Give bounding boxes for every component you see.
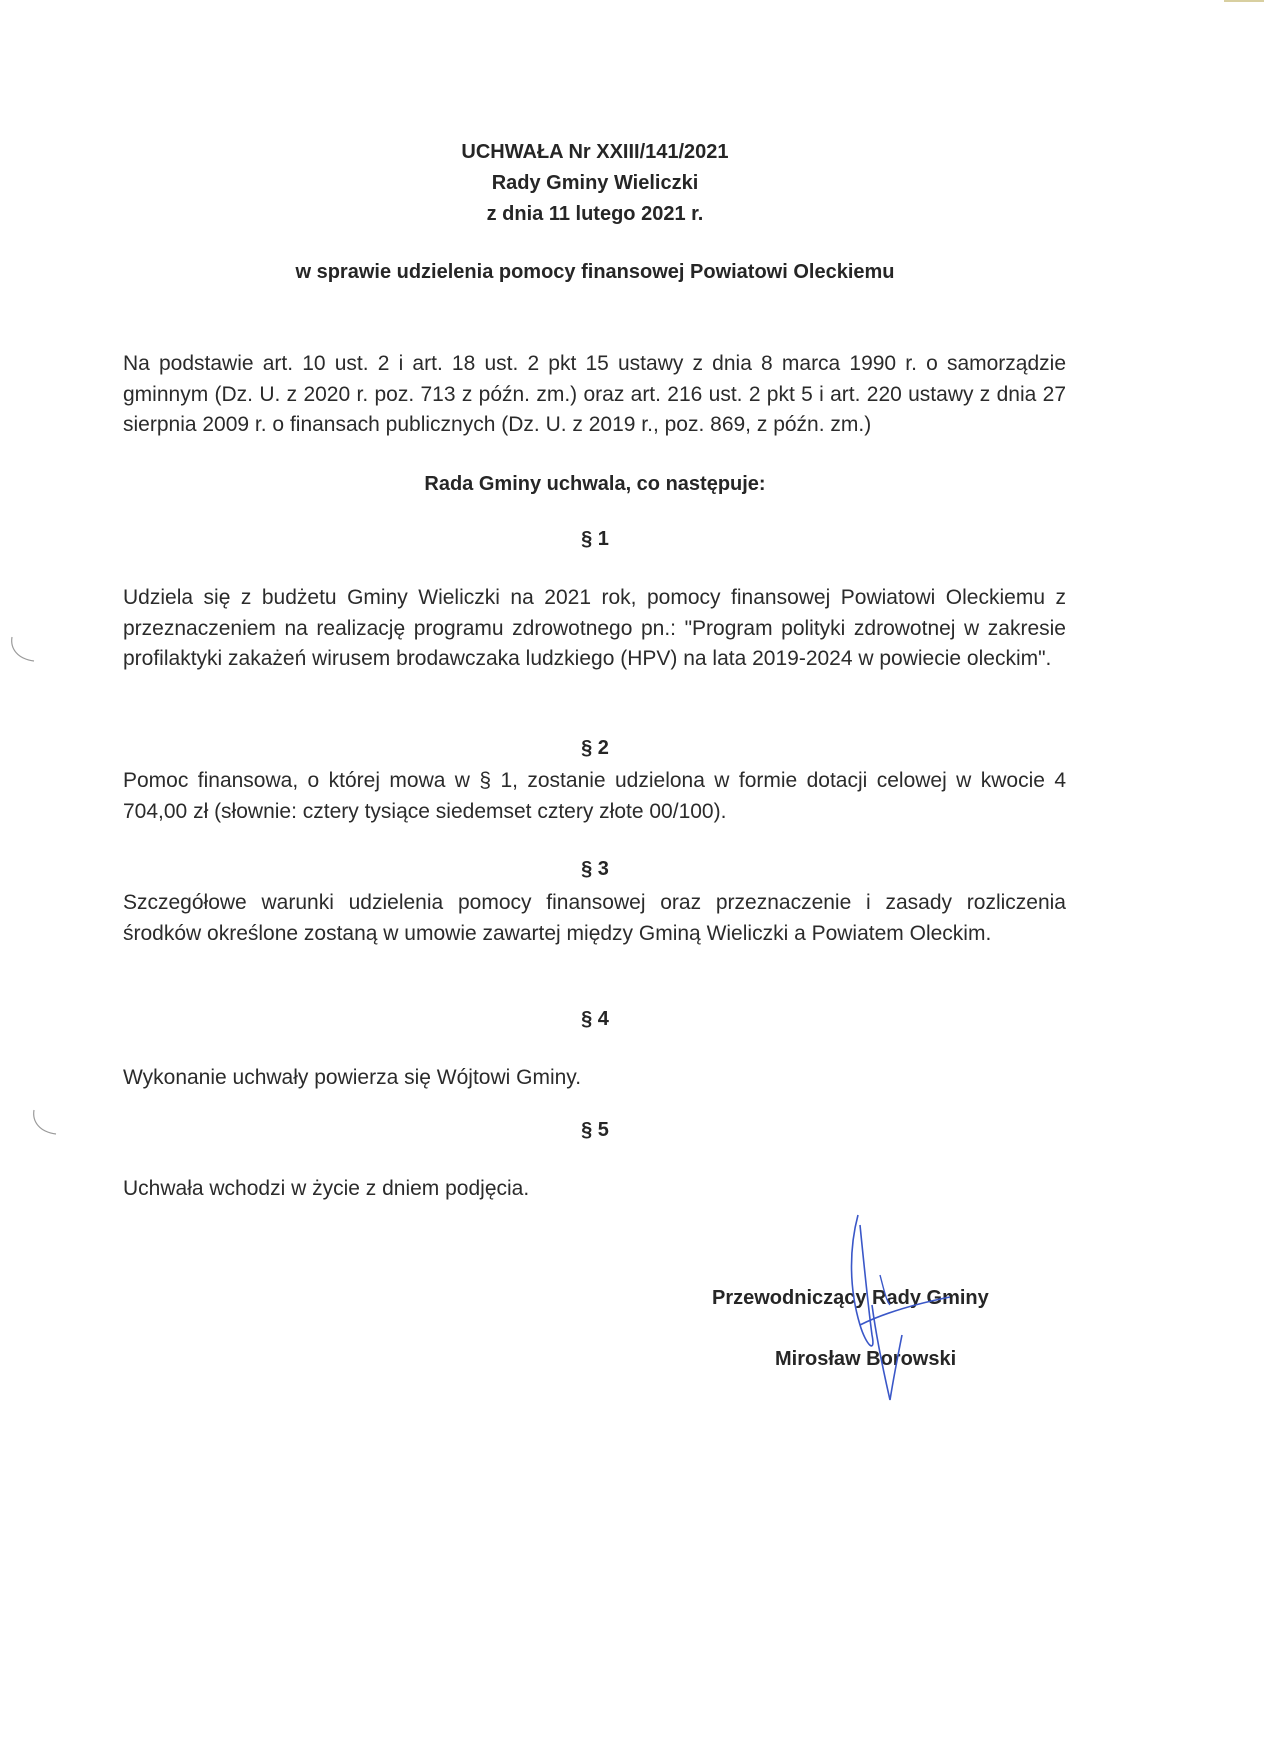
signatory-name: Mirosław Borowski <box>775 1348 957 1370</box>
section-mark-3: § 3 <box>581 858 609 880</box>
resolve-clause: Rada Gminy uchwala, co następuje: <box>424 473 766 495</box>
margin-mark <box>30 1108 60 1138</box>
section-mark-2: § 2 <box>581 737 609 759</box>
resolution-date: z dnia 11 lutego 2021 r. <box>486 203 704 225</box>
scan-edge-mark <box>1224 0 1264 8</box>
signatory-title: Przewodniczący Rady Gminy <box>712 1287 989 1309</box>
section-text-4: Wykonanie uchwały powierza się Wójtowi Gminy. <box>123 1066 582 1089</box>
section-mark-4: § 4 <box>581 1008 609 1030</box>
section-mark-5: § 5 <box>581 1119 609 1141</box>
section-text-3: Szczegółowe warunki udzielenia pomocy finansowej oraz przeznaczenie i zasady rozliczenia środków określone zostaną w umowie zawartej między Gminą Wieliczki a Powiatem Oleckim. <box>123 891 1066 945</box>
section-text-5: Uchwała wchodzi w życie z dniem podjęcia. <box>123 1177 530 1200</box>
resolution-subject: w sprawie udzielenia pomocy finansowej Powiatowi Oleckiemu <box>295 261 895 283</box>
legal-basis-paragraph: Na podstawie art. 10 ust. 2 i art. 18 ust. 2 pkt 15 ustawy z dnia 8 marca 1990 r. o samorządzie gminnym (Dz. U. z 2020 r. poz. 713 z późn. zm.) oraz art. 216 ust. 2 pkt 5 i art. 220 ustawy z dnia 27 sierpnia 2009 r. o finansach publicznych (Dz. U. z 2019 r., poz. 869, z późn. zm.) <box>123 352 1066 436</box>
margin-mark <box>8 635 38 665</box>
section-text-1: Udziela się z budżetu Gminy Wieliczki na 2021 rok, pomocy finansowej Powiatowi Oleckiemu z przeznaczeniem na realizację programu zdrowotnego pn.: "Program polityki zdrowotnej w zakresie profilaktyki zakażeń wirusem brodawczaka ludzkiego (HPV) na lata 2019-2024 w powiecie oleckim". <box>123 586 1066 670</box>
section-mark-1: § 1 <box>581 528 609 550</box>
section-text-2: Pomoc finansowa, o której mowa w § 1, zostanie udzielona w formie dotacji celowej w kwocie 4 704,00 zł (słownie: cztery tysiące siedemset cztery złote 00/100). <box>123 769 1066 823</box>
council-name: Rady Gminy Wieliczki <box>491 172 699 194</box>
resolution-header <box>0 137 1190 230</box>
resolution-number: UCHWAŁA Nr XXIII/141/2021 <box>461 141 729 163</box>
handwritten-signature <box>820 1205 980 1405</box>
